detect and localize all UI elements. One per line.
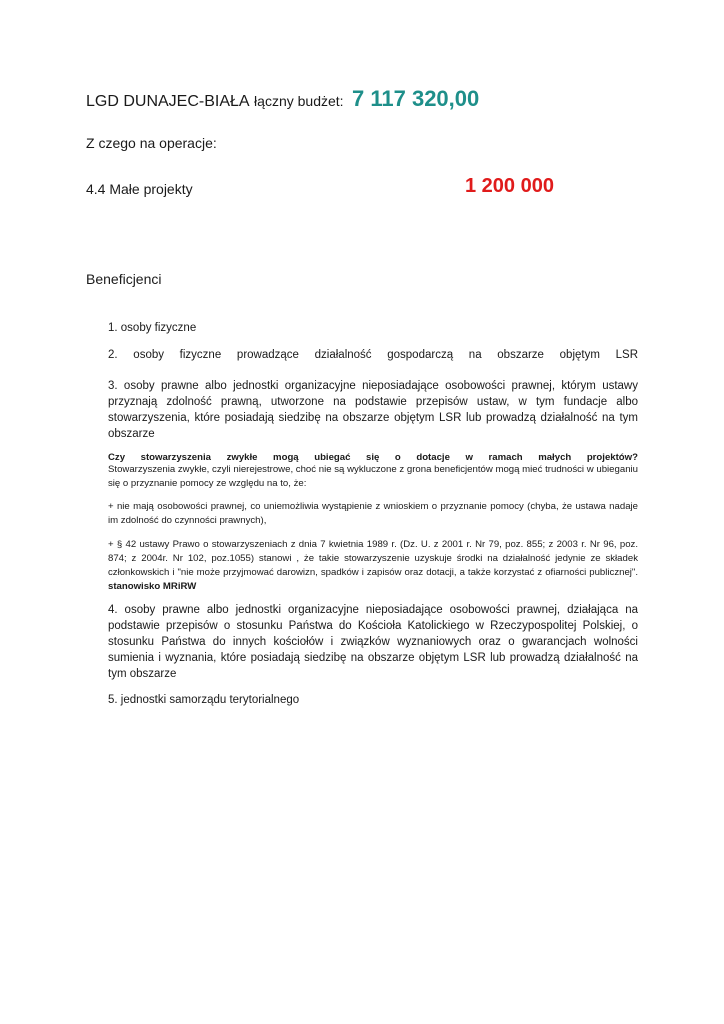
beneficiary-item-1: 1. osoby fizyczne [108, 322, 197, 334]
qa-point-2 [108, 538, 638, 594]
beneficiary-item-5: 5. jednostki samorządu terytorialnego [108, 694, 300, 706]
budget-title [86, 86, 479, 112]
qa-source: stanowisko MRiRW [108, 581, 197, 592]
qa-point-1: + nie mają osobowości prawnej, co uniemożliwia wystąpienie z wnioskiem o przyznanie pomocy (chyba, że ustawa nadaje im zdolność do czynności prawnych), [108, 501, 638, 526]
small-projects-label: 4.4 Małe projekty [86, 181, 193, 197]
beneficiary-item-3: 3. osoby prawne albo jednostki organizacyjne nieposiadające osobowości prawnej, którym ustawy przyznają zdolność prawną, utworzone na podstawie przepisów ustaw, w tym fundacje albo stowarzyszenia, które posiadają siedzibę na obszarze objętym LSR lub prowadzą działalność na tym obszarze [108, 380, 638, 440]
beneficiary-item-4: 4. osoby prawne albo jednostki organizacyjne nieposiadające osobowości prawnej, działająca na podstawie przepisów o stosunku Państwa do Kościoła Katolickiego w Rzeczypospolitej Polskiej, o stosunku Państwa do innych kościołów i związków wyznaniowych oraz o gwarancjach wolności sumienia i wyznania, które posiadają siedzibę na obszarze objętym LSR lub prowadzą działalność na tym obszarze [108, 604, 638, 680]
qa-intro: Stowarzyszenia zwykłe, czyli nierejestrowe, choć nie są wykluczone z grona beneficjentów mogą mieć trudności w ubieganiu się o przyznanie pomocy ze względu na to, że: [108, 464, 638, 489]
beneficiary-item-2: 2. osoby fizyczne prowadzące działalność gospodarczą na obszarze objętym LSR [108, 349, 638, 361]
qa-question: Czy stowarzyszenia zwykłe mogą ubiegać się o dotacje w ramach małych projektów? [108, 452, 638, 463]
small-projects-value: 1 200 000 [465, 175, 554, 197]
budget-label: łączny budżet: [254, 93, 344, 109]
org-name: LGD DUNAJEC-BIAŁA [86, 93, 250, 110]
operations-label: Z czego na operacje: [86, 135, 217, 151]
beneficiaries-heading: Beneficjenci [86, 271, 162, 287]
budget-value: 7 117 320,00 [352, 86, 480, 111]
qa-point-2-text: + § 42 ustawy Prawo o stowarzyszeniach z dnia 7 kwietnia 1989 r. (Dz. U. z 2001 r. Nr 79, poz. 855; z 2003 r. Nr 96, poz. 874; z 2004r. Nr 102, poz.1055) stanowi , że takie stowarzyszenie uzyskuje środki na działalność jedynie ze składek członkowskich i "nie może przyjmować darowizn, spadków i zapisów oraz dotacji, a także korzystać z ofiarności publicznej". [108, 539, 638, 578]
